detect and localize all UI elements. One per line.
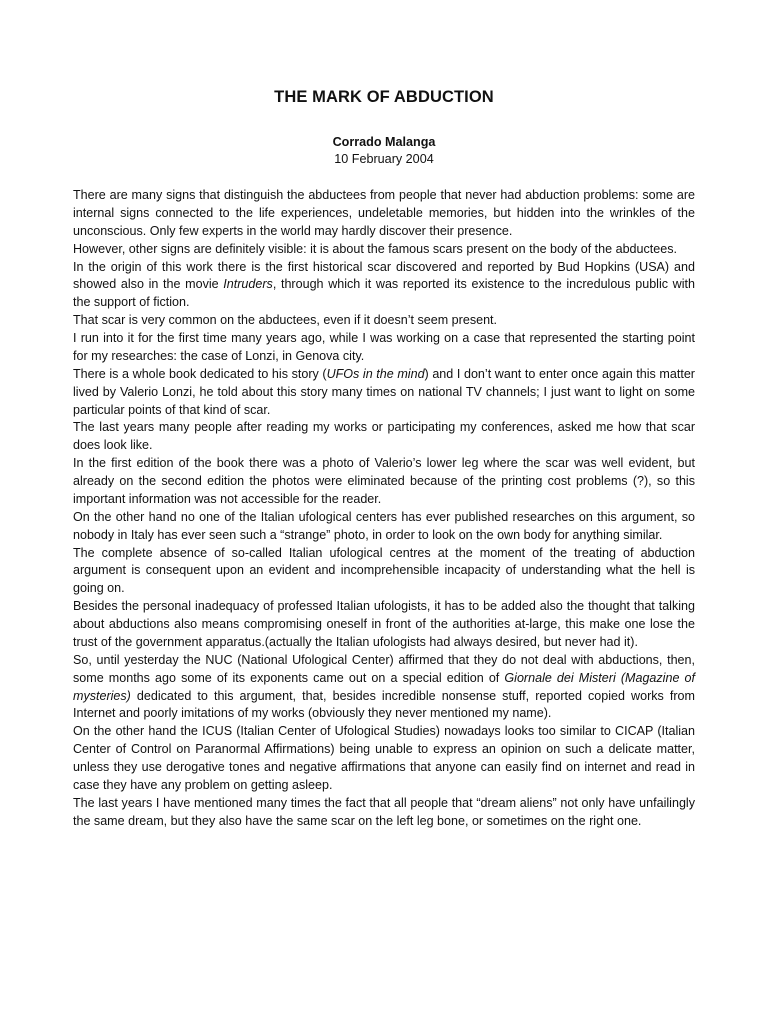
- body-paragraph: [73, 723, 695, 795]
- document-date: 10 February 2004: [334, 152, 434, 166]
- paragraph-text: There are many signs that distinguish the abductees from people that never had abduction problems: some are internal signs connected to the life experiences, undeletable memories, but hidden into the wrinkles of the unconscious. Only few experts in the world may hardly discover their presence.: [73, 188, 695, 238]
- paragraph-text: Besides the personal inadequacy of professed Italian ufologists, it has to be added also the thought that talking about abductions also means compromising oneself in front of the authorities at-large, this make one lose the trust of the government apparatus.(actually the Italian ufologists had always desired, but never had it).: [73, 599, 695, 649]
- body-paragraph: [73, 366, 695, 420]
- paragraph-text: , through which it was reported its existence to the incredulous public with the support of fiction.: [73, 277, 695, 310]
- body-paragraph: [73, 419, 695, 455]
- italic-text: UFOs in the mind: [326, 366, 425, 381]
- paragraph-text: So, until yesterday the NUC (National Ufological Center) affirmed that they do not deal with abductions, then, some months ago some of its exponents came out on a special edition of: [73, 652, 695, 685]
- document-title: THE MARK OF ABDUCTION: [274, 88, 494, 106]
- paragraph-text: The last years I have mentioned many times the fact that all people that “dream aliens” not only have unfailingly the same dream, but they also have the same scar on the left leg bone, or sometimes on the right one.: [73, 795, 695, 828]
- body-paragraph: [73, 187, 695, 241]
- body-paragraph: [73, 241, 695, 259]
- document-author: Corrado Malanga: [332, 135, 436, 149]
- paragraph-text: ) and I don’t want to enter once again this matter lived by Valerio Lonzi, he told about this story many times on national TV channels; I just want to light on some particular points of that kind of scar.: [73, 366, 695, 417]
- body-paragraph: [73, 259, 695, 313]
- paragraph-text: However, other signs are definitely visible: it is about the famous scars present on the body of the abductees.: [73, 241, 677, 256]
- paragraph-text: The complete absence of so-called Italian ufological centres at the moment of the treating of abduction argument is consequent upon an evident and incomprehensible incapacity of understanding what the hell is going on.: [73, 545, 695, 596]
- body-paragraph: [73, 545, 695, 599]
- paragraph-text: On the other hand no one of the Italian ufological centers has ever published researches on this argument, so nobody in Italy has ever seen such a “strange” photo, in order to look on the own body for anything similar.: [73, 509, 695, 542]
- italic-text: Intruders: [223, 277, 273, 292]
- paragraph-text: dedicated to this argument, that, besides incredible nonsense stuff, reported copied works from Internet and poorly imitations of my works (obviously they never mentioned my name).: [73, 688, 695, 721]
- paragraph-text: I run into it for the first time many years ago, while I was working on a case that represented the starting point for my researches: the case of Lonzi, in Genova city.: [73, 331, 695, 363]
- paragraph-text: That scar is very common on the abductees, even if it doesn’t seem present.: [73, 313, 498, 328]
- body-paragraph: [73, 312, 695, 330]
- body-paragraph: [73, 455, 695, 509]
- body-paragraph: [73, 652, 695, 724]
- paragraph-text: There is a whole book dedicated to his story (: [73, 366, 327, 381]
- paragraph-text: In the origin of this work there is the first historical scar discovered and reported by Bud Hopkins (USA) and showed also in the movie: [73, 259, 695, 292]
- paragraph-text: In the first edition of the book there was a photo of Valerio’s lower leg where the scar was well evident, but already on the second edition the photos were eliminated because of the printing cost problems (?), so this important information was not accessible for the reader.: [73, 456, 695, 506]
- paragraph-text: The last years many people after reading my works or participating my conferences, asked me how that scar does look like.: [73, 420, 695, 453]
- italic-text: Giornale dei Misteri (Magazine of mysteries): [73, 670, 695, 703]
- paragraph-text: On the other hand the ICUS (Italian Center of Ufological Studies) nowadays looks too similar to CICAP (Italian Center of Control on Paranormal Affirmations) being unable to express an opinion on such a delicate matter, unless they use derogative tones and negative affirmations that anyone can easily find on internet and read in case they have any problem on getting asleep.: [73, 724, 695, 792]
- body-paragraph: [73, 598, 695, 652]
- body-paragraph: [73, 330, 695, 366]
- body-paragraph: [73, 795, 695, 831]
- document-body: [73, 187, 695, 831]
- body-paragraph: [73, 509, 695, 545]
